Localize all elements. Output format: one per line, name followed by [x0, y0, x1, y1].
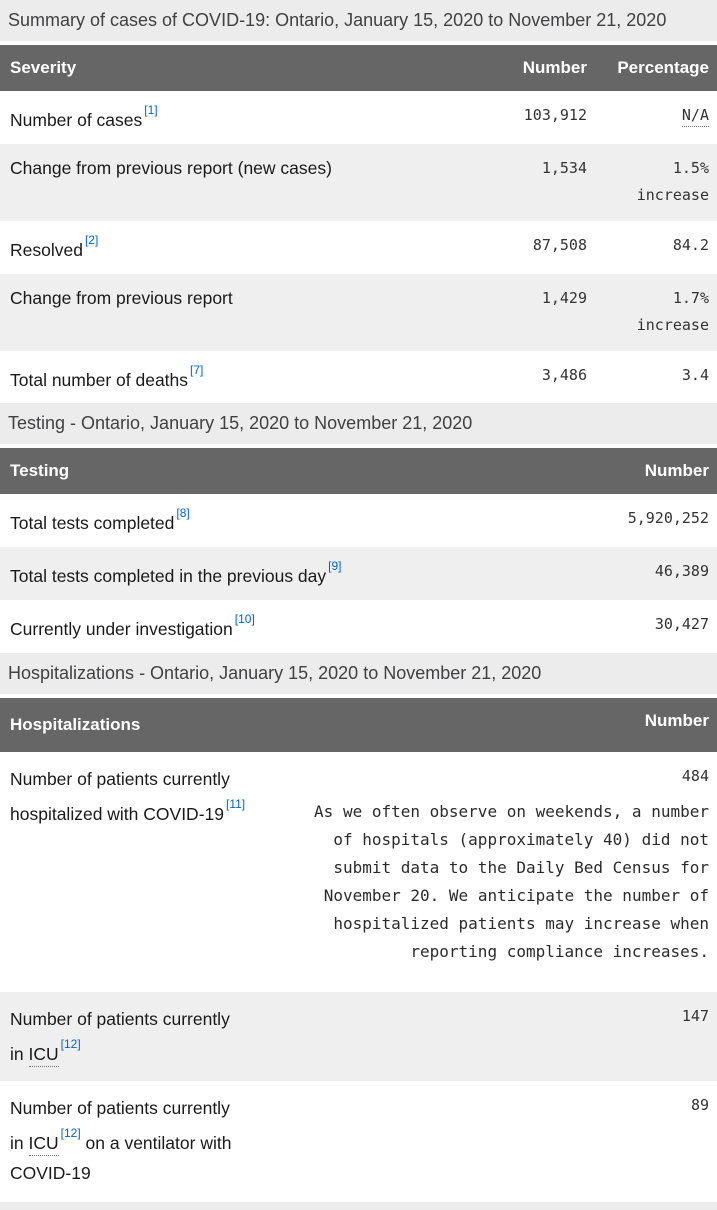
footnote-link[interactable]: [8] — [176, 506, 190, 521]
row-label-text: Total tests completed — [10, 513, 175, 534]
footnote-link[interactable]: [11] — [225, 796, 246, 811]
percentage-value — [587, 363, 709, 387]
number-value: 103,912 — [523, 106, 587, 124]
percentage-text: 84.2 — [672, 235, 709, 254]
icu-abbr[interactable]: ICU — [29, 1044, 59, 1067]
row-label-text: Change from previous report (new cases) — [10, 157, 332, 178]
row-label — [10, 612, 509, 641]
row-label-line2 — [10, 1034, 268, 1069]
hospitalizations-table-header-row — [0, 698, 717, 752]
row-label-text-after: on a ventilator with — [85, 1132, 232, 1153]
number-column-header: Number — [644, 461, 709, 481]
table-row-under-investigation — [0, 600, 717, 653]
row-label — [10, 233, 407, 262]
footnote-link[interactable]: [10] — [234, 612, 255, 627]
row-label-text: Number of cases — [10, 109, 143, 130]
increase-label: increase — [636, 185, 709, 204]
percentage-column-header: Percentage — [617, 58, 709, 77]
row-label — [10, 1004, 278, 1069]
row-label-line1: Number of patients currently — [10, 1097, 230, 1118]
row-label-text: Currently under investigation — [10, 618, 233, 639]
table-row-total-tests — [0, 494, 717, 547]
number-value: 1,534 — [541, 158, 587, 177]
percentage-value — [587, 286, 709, 339]
row-label-text: in — [10, 1132, 24, 1153]
testing-column-header: Testing — [10, 461, 70, 481]
number-column-header: Number — [522, 58, 587, 77]
table-row-number-of-cases — [0, 91, 717, 144]
table-row-tests-previous-day — [0, 547, 717, 600]
row-label — [10, 286, 407, 310]
row-label-text: Total tests completed in the previous day — [10, 566, 327, 587]
percentage-text: 1.7% — [672, 288, 709, 307]
hospitalizations-section-heading: Hospitalizations - Ontario, January 15, 2020 to November 21, 2020 — [0, 653, 717, 694]
percentage-text: 1.5% — [672, 158, 709, 177]
hospital-reporting-note: As we often observe on weekends, a number of hospitals (approximately 40) did not submit data to the Daily Bed Census for November 20. We anticipate the number of hospitalized patients may increase when reporting compliance increases. — [314, 801, 709, 961]
footnote-link[interactable]: [1] — [144, 103, 158, 117]
row-label-line3: COVID-19 — [10, 1162, 91, 1183]
footnote-link[interactable]: [9] — [328, 559, 342, 574]
percentage-value — [587, 103, 709, 127]
row-label — [10, 363, 407, 392]
summary-section-heading: Summary of cases of COVID-19: Ontario, January 15, 2020 to November 21, 2020 — [0, 0, 717, 41]
number-value: 1,429 — [541, 288, 587, 307]
footnote-link[interactable]: [2] — [84, 232, 99, 247]
next-section-band-edge — [0, 1202, 717, 1210]
table-row-hospitalized — [0, 752, 717, 992]
number-cell — [278, 1004, 709, 1028]
testing-section-heading: Testing - Ontario, January 15, 2020 to November 21, 2020 — [0, 403, 717, 444]
row-label-line2 — [10, 794, 268, 829]
na-abbr[interactable]: N/A — [682, 106, 709, 127]
row-label — [10, 506, 509, 535]
table-row-icu-ventilator — [0, 1081, 717, 1200]
row-label — [10, 103, 407, 132]
row-label — [10, 156, 407, 180]
row-label-text: Total number of deaths — [10, 369, 189, 390]
footnote-link[interactable]: [12] — [60, 1036, 81, 1051]
table-row-icu — [0, 992, 717, 1081]
testing-table-header-row — [0, 448, 717, 494]
icu-abbr[interactable]: ICU — [29, 1133, 59, 1156]
row-label-line1: Number of patients currently — [10, 768, 230, 789]
increase-label: increase — [636, 315, 709, 334]
number-value: 87,508 — [532, 235, 587, 254]
number-value: 30,427 — [654, 615, 709, 634]
severity-column-header: Severity — [10, 58, 77, 77]
footnote-link[interactable]: [12] — [60, 1125, 81, 1140]
number-value: 3,486 — [541, 365, 587, 384]
number-cell — [278, 764, 709, 970]
number-value: 484 — [681, 766, 709, 785]
row-label — [10, 764, 278, 829]
number-value: 46,389 — [654, 562, 709, 581]
row-label-text: Change from previous report — [10, 287, 233, 308]
severity-table-header-row — [0, 45, 717, 91]
number-value: 89 — [690, 1095, 709, 1114]
row-label — [10, 1093, 278, 1188]
row-label-text: in — [10, 1043, 24, 1064]
row-label-line2 — [10, 1123, 268, 1158]
percentage-value — [587, 233, 709, 257]
table-row-change-previous-report — [0, 274, 717, 351]
percentage-value — [587, 156, 709, 209]
table-row-total-deaths — [0, 351, 717, 404]
number-cell — [278, 1093, 709, 1117]
table-row-resolved — [0, 221, 717, 274]
hospitalizations-column-header: Hospitalizations — [10, 714, 141, 734]
row-label — [10, 559, 509, 588]
row-label-text: Resolved — [10, 239, 83, 260]
number-column-header: Number — [644, 710, 709, 730]
table-row-change-new-cases — [0, 144, 717, 221]
percentage-text: 3.4 — [681, 365, 709, 384]
number-value: 147 — [681, 1006, 709, 1025]
number-value: 5,920,252 — [627, 509, 709, 528]
footnote-link[interactable]: [7] — [190, 362, 204, 377]
row-label-line1: Number of patients currently — [10, 1008, 230, 1029]
row-label-text: hospitalized with COVID-19 — [10, 803, 224, 824]
